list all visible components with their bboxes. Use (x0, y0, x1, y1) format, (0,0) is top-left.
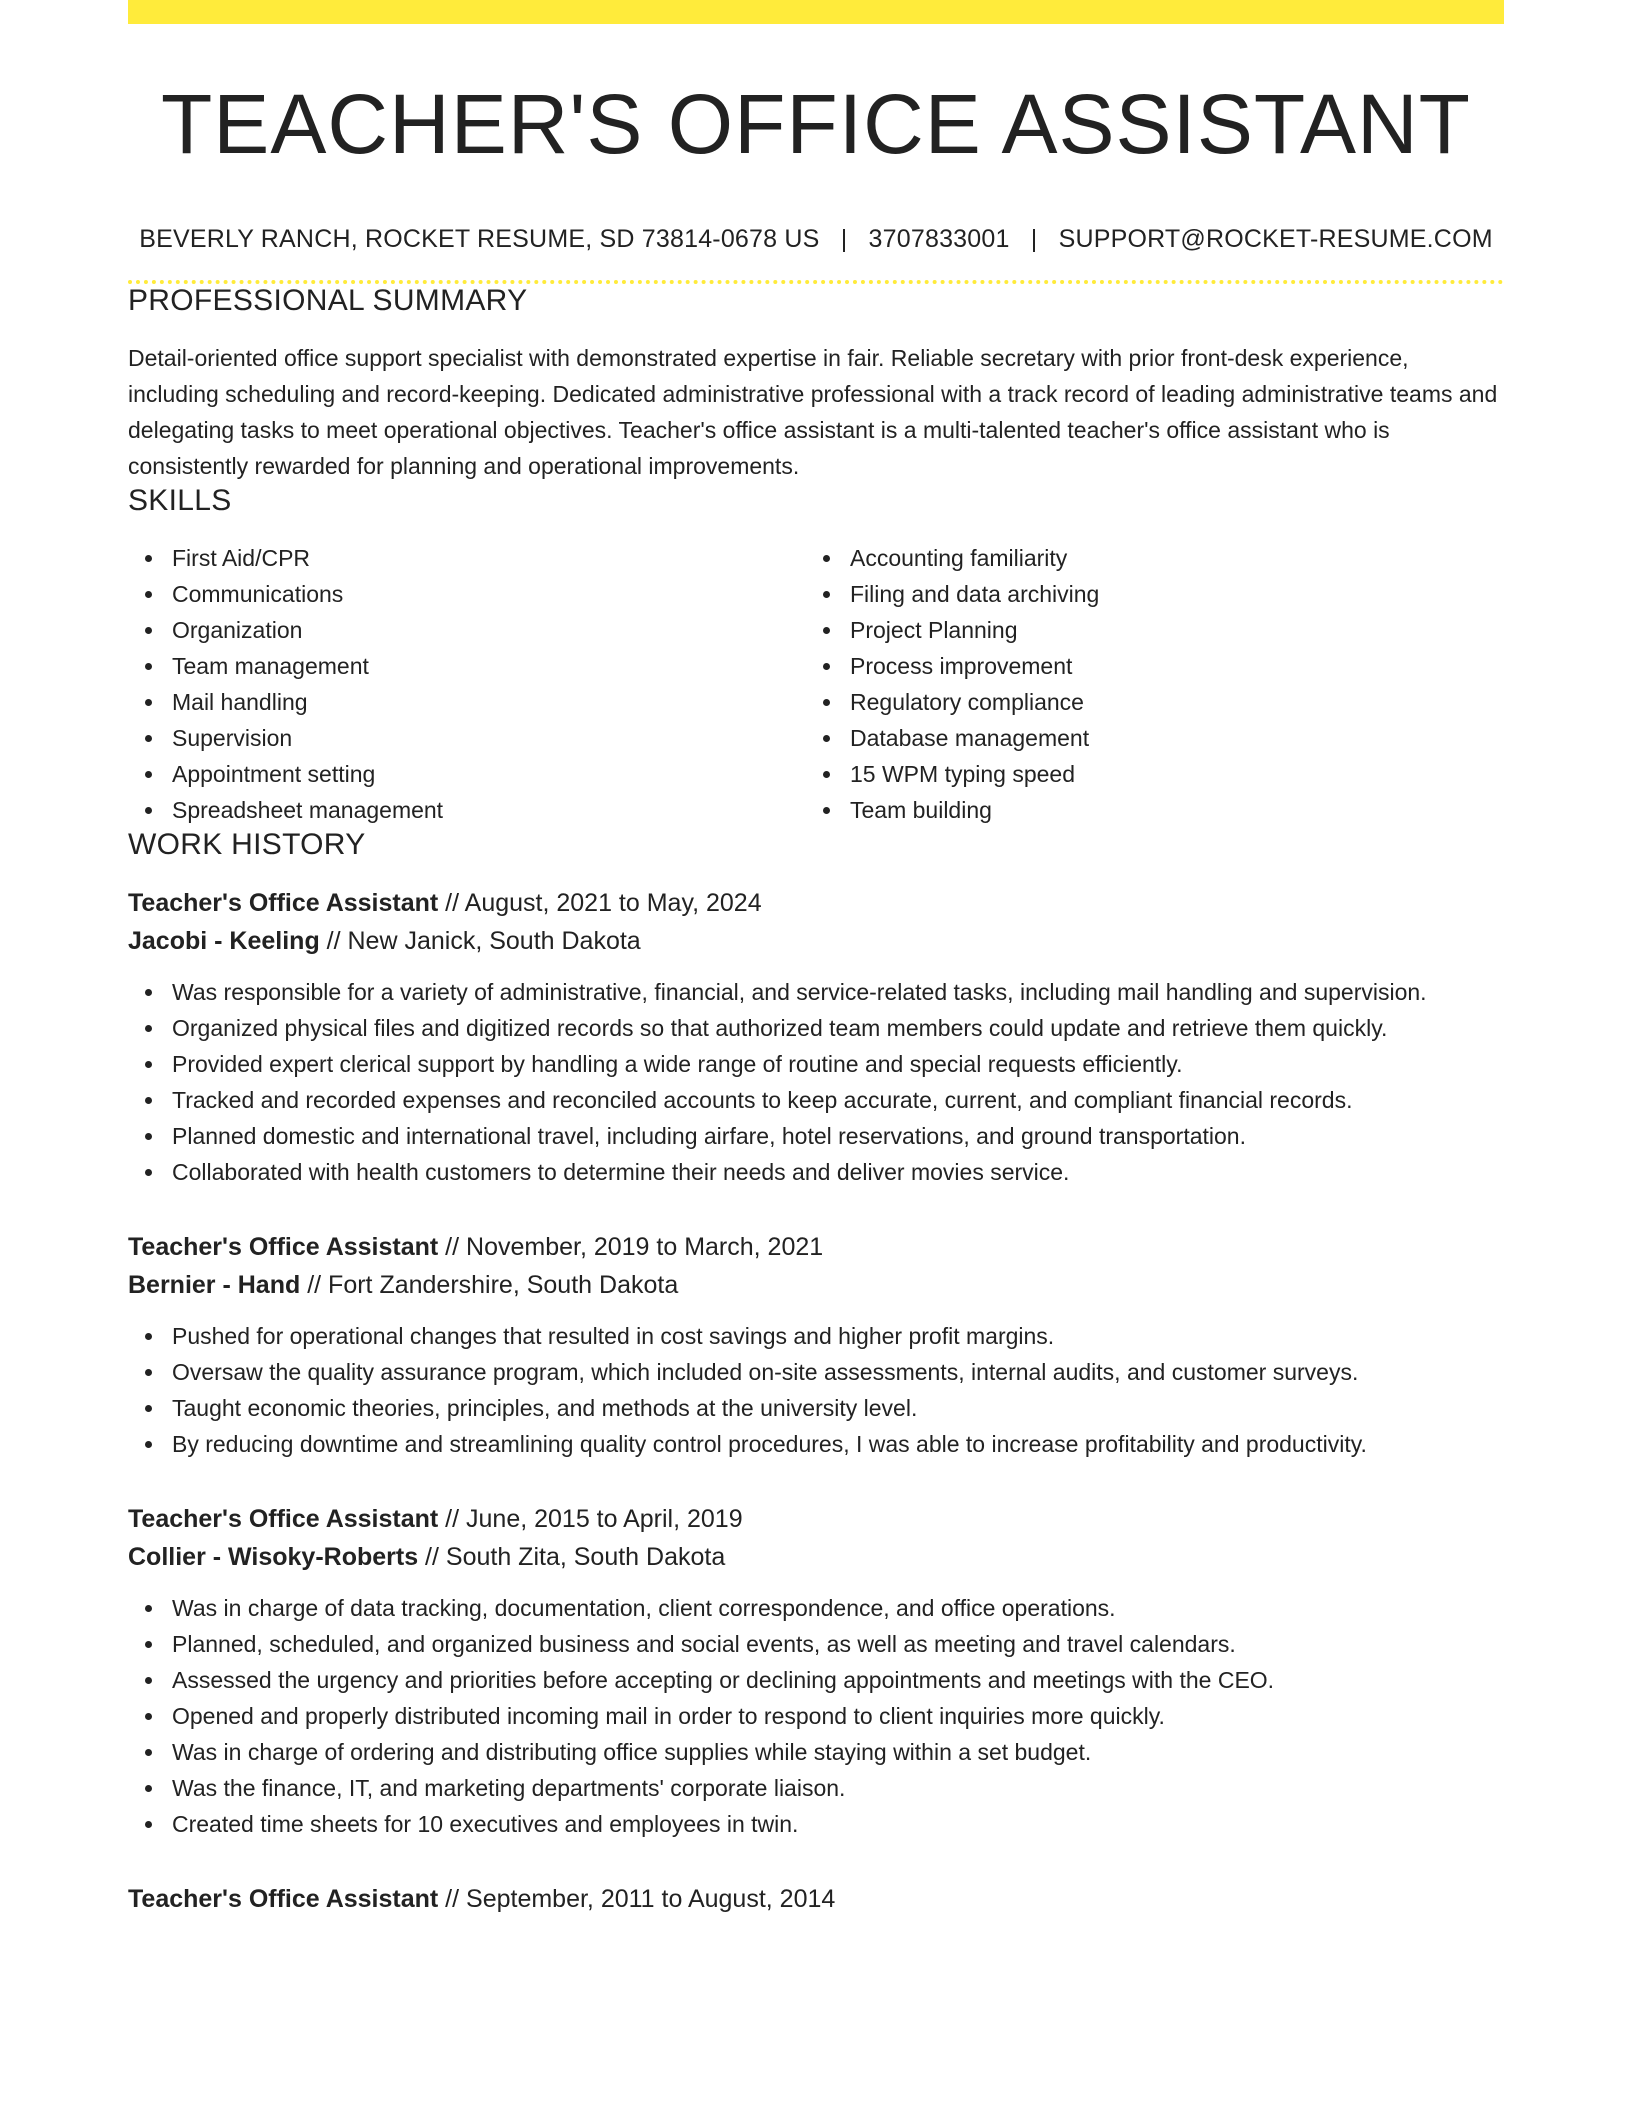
job-title: Teacher's Office Assistant (128, 1505, 439, 1533)
job-company: Bernier - Hand (128, 1271, 301, 1299)
bullet-icon (145, 1097, 152, 1104)
job-location: // South Zita, South Dakota (418, 1543, 726, 1571)
job-duty-item-text: Planned domestic and international travel, including airfare, hotel reservations, and ground transportation. (172, 1123, 1246, 1149)
skill-item-text: Mail handling (172, 689, 308, 715)
skill-item (806, 756, 1484, 792)
job-duty-item-text: Was in charge of ordering and distributing office supplies while staying within a set budget. (172, 1739, 1092, 1765)
bullet-icon (145, 989, 152, 996)
job-title: Teacher's Office Assistant (128, 1885, 439, 1913)
job-duty-item (128, 1010, 1504, 1046)
bullet-icon (823, 699, 830, 706)
job-title-line (128, 884, 1504, 922)
job-duty-item-text: Assessed the urgency and priorities before accepting or declining appointments and meetings with the CEO. (172, 1667, 1275, 1693)
job-company: Collier - Wisoky-Roberts (128, 1543, 419, 1571)
bullet-icon (145, 555, 152, 562)
job-company-line (128, 922, 1504, 960)
job-duty-item-text: Tracked and recorded expenses and reconciled accounts to keep accurate, current, and compliant financial records. (172, 1087, 1353, 1113)
bullet-icon (145, 1785, 152, 1792)
contact-address: BEVERLY RANCH, ROCKET RESUME, SD 73814-0678 US (139, 225, 820, 253)
skill-item-text: 15 WPM typing speed (850, 761, 1076, 787)
job-duty-item-text: Created time sheets for 10 executives and employees in twin. (172, 1811, 799, 1837)
skill-item (128, 792, 806, 828)
summary-text: Detail-oriented office support specialist with demonstrated expertise in fair. Reliable secretary with prior front-desk experience, including scheduling and record-keeping. Dedicated administrative professional with a track record of leading administrative teams and delegating tasks to meet operational objectives. Teacher's office assistant is a multi-talented teacher's office assistant who is consistently rewarded for planning and operational improvements. (128, 345, 1498, 479)
skill-item (128, 540, 806, 576)
skill-item-text: Spreadsheet management (172, 797, 444, 823)
bullet-icon (145, 1441, 152, 1448)
job-dates: // September, 2011 to August, 2014 (438, 1885, 836, 1913)
job-entry (128, 1500, 1504, 1842)
bullet-icon (823, 771, 830, 778)
work-history-heading: WORK HISTORY (128, 828, 366, 861)
job-title: Teacher's Office Assistant (128, 889, 439, 917)
bullet-icon (145, 735, 152, 742)
bullet-icon (823, 735, 830, 742)
bullet-icon (145, 1061, 152, 1068)
skill-item (806, 576, 1484, 612)
bullet-icon (145, 1133, 152, 1140)
job-duty-item-text: Was in charge of data tracking, documentation, client correspondence, and office operations. (172, 1595, 1116, 1621)
bullet-icon (145, 1169, 152, 1176)
job-duty-item (128, 1626, 1504, 1662)
bullet-icon (823, 627, 830, 634)
bullet-icon (145, 807, 152, 814)
job-duty-item (128, 1698, 1504, 1734)
skill-item-text: Communications (172, 581, 344, 607)
contact-separator: | (840, 225, 848, 253)
skill-item (806, 792, 1484, 828)
skill-item-text: Filing and data archiving (850, 581, 1100, 607)
bullet-icon (145, 1605, 152, 1612)
contact-email[interactable]: SUPPORT@ROCKET-RESUME.COM (1058, 225, 1493, 253)
job-title-line (128, 1228, 1504, 1266)
job-duty-item-text: Organized physical files and digitized records so that authorized team members could update and retrieve them quickly. (172, 1015, 1388, 1041)
job-company-line (128, 1538, 1504, 1576)
skill-item-text: Team building (850, 797, 992, 823)
skill-item (806, 720, 1484, 756)
job-entry (128, 1228, 1504, 1462)
skill-item-text: First Aid/CPR (172, 545, 311, 571)
job-dates: // November, 2019 to March, 2021 (438, 1233, 824, 1261)
resume-title: TEACHER'S OFFICE ASSISTANT (161, 77, 1471, 171)
job-duty-item-text: Collaborated with health customers to determine their needs and deliver movies service. (172, 1159, 1070, 1185)
bullet-icon (145, 699, 152, 706)
job-duties-list (128, 1318, 1504, 1462)
skill-item (128, 612, 806, 648)
job-duty-item-text: Opened and properly distributed incoming mail in order to respond to client inquiries more quickly. (172, 1703, 1165, 1729)
skill-item-text: Regulatory compliance (850, 689, 1084, 715)
job-duty-item-text: By reducing downtime and streamlining quality control procedures, I was able to increase profitability and productivity. (172, 1431, 1367, 1457)
job-duty-item (128, 1354, 1504, 1390)
resume-page (128, 0, 1504, 1918)
job-duty-item (128, 1118, 1504, 1154)
job-duty-item (128, 1154, 1504, 1190)
skill-item (128, 720, 806, 756)
bullet-icon (145, 1749, 152, 1756)
skill-item (128, 648, 806, 684)
job-duty-item (128, 1806, 1504, 1842)
skill-item-text: Team management (172, 653, 369, 679)
job-duty-item-text: Was responsible for a variety of administrative, financial, and service-related tasks, including mail handling and supervision. (172, 979, 1427, 1005)
skill-item (806, 648, 1484, 684)
skill-item (806, 612, 1484, 648)
job-duty-item (128, 1770, 1504, 1806)
job-entry (128, 1880, 1504, 1918)
job-duties-list (128, 974, 1504, 1190)
job-title-line (128, 1880, 1504, 1918)
job-title-line (128, 1500, 1504, 1538)
job-title: Teacher's Office Assistant (128, 1233, 439, 1261)
bullet-icon (145, 1369, 152, 1376)
skills-column-right (806, 540, 1484, 828)
job-duty-item (128, 1318, 1504, 1354)
job-dates: // August, 2021 to May, 2024 (438, 889, 762, 917)
job-duty-item-text: Provided expert clerical support by handling a wide range of routine and special requests efficiently. (172, 1051, 1183, 1077)
bullet-icon (823, 591, 830, 598)
bullet-icon (145, 1821, 152, 1828)
skill-item-text: Supervision (172, 725, 293, 751)
bullet-icon (145, 1641, 152, 1648)
bullet-icon (823, 663, 830, 670)
contact-line (128, 224, 1504, 254)
top-accent-bar (128, 0, 1504, 24)
job-duty-item (128, 1082, 1504, 1118)
bullet-icon (145, 1713, 152, 1720)
contact-separator: | (1030, 225, 1038, 253)
job-duty-item-text: Oversaw the quality assurance program, which included on-site assessments, internal audits, and customer surveys. (172, 1359, 1359, 1385)
job-duty-item (128, 1734, 1504, 1770)
job-duty-item (128, 1390, 1504, 1426)
skill-item-text: Organization (172, 617, 303, 643)
skill-item-text: Accounting familiarity (850, 545, 1068, 571)
skill-item (128, 684, 806, 720)
job-duty-item (128, 974, 1504, 1010)
skill-item-text: Database management (850, 725, 1090, 751)
skill-item (806, 540, 1484, 576)
summary-heading: PROFESSIONAL SUMMARY (128, 284, 528, 317)
job-duties-list (128, 1590, 1504, 1842)
skill-item (128, 576, 806, 612)
bullet-icon (145, 771, 152, 778)
bullet-icon (145, 591, 152, 598)
job-duty-item (128, 1046, 1504, 1082)
job-location: // Fort Zandershire, South Dakota (300, 1271, 679, 1299)
job-duty-item-text: Pushed for operational changes that resulted in cost savings and higher profit margins. (172, 1323, 1055, 1349)
bullet-icon (145, 627, 152, 634)
bullet-icon (145, 663, 152, 670)
job-duty-item (128, 1426, 1504, 1462)
contact-phone: 3707833001 (868, 225, 1010, 253)
skills-column-left (128, 540, 806, 828)
job-location: // New Janick, South Dakota (319, 927, 641, 955)
job-duty-item (128, 1662, 1504, 1698)
job-company-line (128, 1266, 1504, 1304)
bullet-icon (145, 1405, 152, 1412)
skill-item (128, 756, 806, 792)
bullet-icon (145, 1025, 152, 1032)
skill-item-text: Project Planning (850, 617, 1018, 643)
job-duty-item-text: Taught economic theories, principles, and methods at the university level. (172, 1395, 918, 1421)
job-duty-item (128, 1590, 1504, 1626)
skill-item (806, 684, 1484, 720)
skills-heading: SKILLS (128, 484, 232, 517)
skills-list (128, 540, 1504, 828)
bullet-icon (823, 807, 830, 814)
job-company: Jacobi - Keeling (128, 927, 320, 955)
job-duty-item-text: Planned, scheduled, and organized business and social events, as well as meeting and travel calendars. (172, 1631, 1236, 1657)
skill-item-text: Process improvement (850, 653, 1073, 679)
job-dates: // June, 2015 to April, 2019 (438, 1505, 743, 1533)
work-history-list (128, 884, 1504, 1918)
job-entry (128, 884, 1504, 1190)
bullet-icon (823, 555, 830, 562)
job-duty-item-text: Was the finance, IT, and marketing departments' corporate liaison. (172, 1775, 846, 1801)
bullet-icon (145, 1677, 152, 1684)
skill-item-text: Appointment setting (172, 761, 376, 787)
bullet-icon (145, 1333, 152, 1340)
